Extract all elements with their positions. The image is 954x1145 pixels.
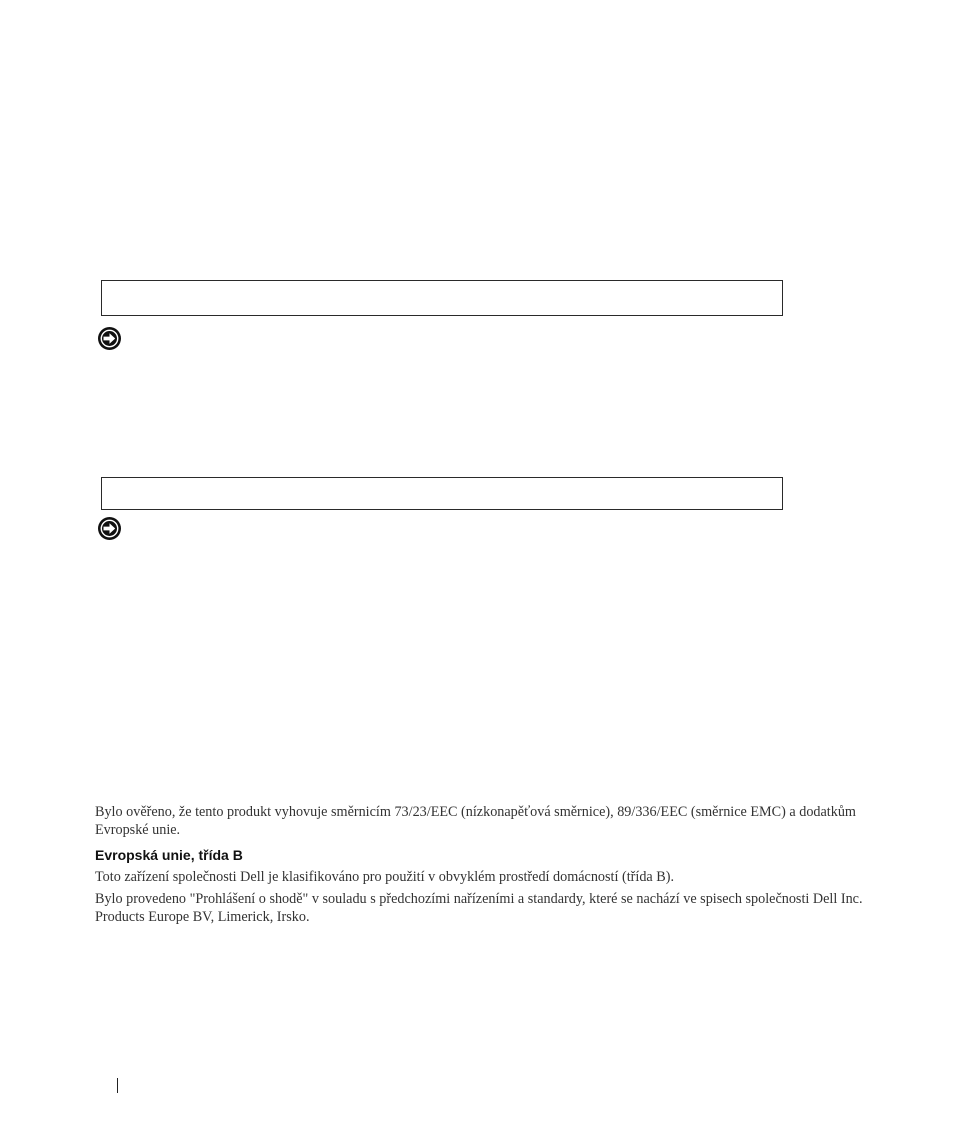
section-heading: Evropská unie, třída B <box>95 847 243 863</box>
page-footer-rule <box>117 1078 118 1093</box>
declaration-paragraph: Bylo provedeno "Prohlášení o shodě" v souladu s předchozími nařízeními a standardy, které se nachází ve spisech společnosti Dell Inc. Products Europe BV, Limerick, Irsko. <box>95 891 863 925</box>
class-b-paragraph: Toto zařízení společnosti Dell je klasifikováno pro použití v obvyklém prostředí domácností (třída B). <box>95 869 674 885</box>
empty-bordered-box-2 <box>101 477 783 510</box>
conformity-paragraph: Bylo ověřeno, že tento produkt vyhovuje směrnicím 73/23/EEC (nízkonapěťová směrnice), 89/336/EEC (směrnice EMC) a dodatkům Evropské unie. <box>95 804 856 838</box>
empty-bordered-box-1 <box>101 280 783 316</box>
notice-arrow-icon <box>97 516 122 541</box>
notice-arrow-icon <box>97 326 122 351</box>
